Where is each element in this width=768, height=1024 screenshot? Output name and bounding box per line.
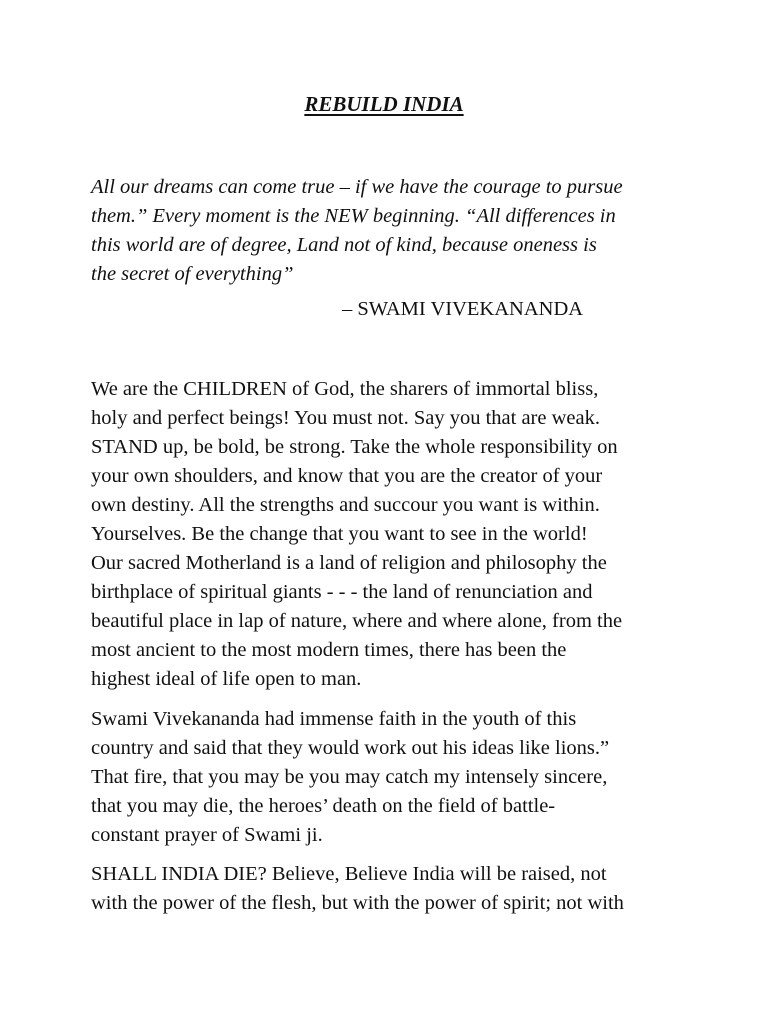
paragraph-children-of-god bbox=[91, 375, 711, 694]
quote-line: All our dreams can come true – if we have the courage to pursue bbox=[91, 176, 623, 198]
paragraph-line: that you may die, the heroes’ death on the field of battle- bbox=[91, 795, 556, 817]
paragraph-line: most ancient to the most modern times, there has been the bbox=[91, 639, 567, 661]
opening-quote bbox=[91, 173, 691, 289]
paragraph-line: SHALL INDIA DIE? Believe, Believe India will be raised, not bbox=[91, 863, 607, 885]
paragraph-line: country and said that they would work out his ideas like lions.” bbox=[91, 737, 610, 759]
paragraph-line: We are the CHILDREN of God, the sharers of immortal bliss, bbox=[91, 378, 599, 400]
paragraph-line: STAND up, be bold, be strong. Take the whole responsibility on bbox=[91, 436, 618, 458]
paragraph-shall-india-die bbox=[91, 860, 711, 918]
paragraph-line: That fire, that you may be you may catch my intensely sincere, bbox=[91, 766, 608, 788]
quote-attribution: – SWAMI VIVEKANANDA bbox=[342, 298, 584, 320]
paragraph-line: own destiny. All the strengths and succour you want is within. bbox=[91, 494, 600, 516]
paragraph-line: beautiful place in lap of nature, where and where alone, from the bbox=[91, 610, 623, 632]
page-title: REBUILD INDIA bbox=[304, 92, 464, 116]
quote-line: this world are of degree, Land not of kind, because oneness is bbox=[91, 234, 597, 256]
paragraph-line: highest ideal of life open to man. bbox=[91, 668, 362, 690]
paragraph-line: with the power of the flesh, but with the power of spirit; not with bbox=[91, 892, 624, 914]
paragraph-line: constant prayer of Swami ji. bbox=[91, 824, 323, 846]
paragraph-line: Yourselves. Be the change that you want to see in the world! bbox=[91, 523, 588, 545]
quote-line: the secret of everything” bbox=[91, 263, 294, 285]
paragraph-line: your own shoulders, and know that you are the creator of your bbox=[91, 465, 603, 487]
paragraph-line: Swami Vivekananda had immense faith in the youth of this bbox=[91, 708, 577, 730]
quote-line: them.” Every moment is the NEW beginning. “All differences in bbox=[91, 205, 616, 227]
paragraph-youth-faith bbox=[91, 705, 711, 850]
paragraph-line: birthplace of spiritual giants - - - the land of renunciation and bbox=[91, 581, 593, 603]
paragraph-line: Our sacred Motherland is a land of religion and philosophy the bbox=[91, 552, 607, 574]
paragraph-line: holy and perfect beings! You must not. Say you that are weak. bbox=[91, 407, 600, 429]
